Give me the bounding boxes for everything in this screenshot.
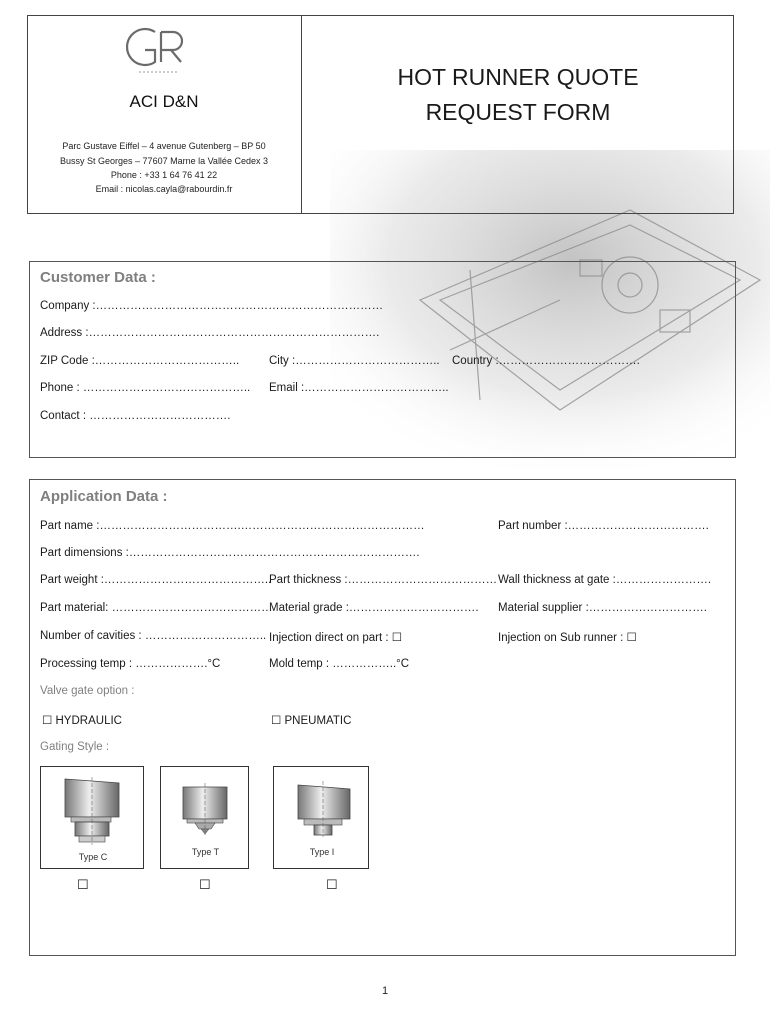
material-supplier-field[interactable]: Material supplier :…………………………. [498,602,707,614]
company-name: ACI D&N [129,92,199,111]
email-line: Email : nicolas.cayla@rabourdin.fr [95,184,233,194]
part-name-field[interactable]: Part name :……………………………….………………………………………… [40,520,425,532]
zip-code-field[interactable]: ZIP Code :……………………………….. [40,355,240,367]
phone-line: Phone : +33 1 64 76 41 22 [110,170,218,180]
valve-gate-label: Valve gate option : [40,685,135,697]
injection-direct-checkbox[interactable]: Injection direct on part : ☐ [269,632,403,644]
part-material-field[interactable]: Part material: …………………………………… [40,602,273,614]
type-t-illustration[interactable] [160,766,249,869]
cavities-field[interactable]: Number of cavities : ………………………….. [40,630,267,642]
type-c-checkbox[interactable]: ☐ [77,877,89,892]
city-field[interactable]: City :……………………………….. [269,355,440,367]
processing-temp-field[interactable]: Processing temp : ……………….°C [40,658,221,670]
customer-data-title: Customer Data : [40,269,156,286]
type-t-checkbox[interactable]: ☐ [199,877,211,892]
hydraulic-checkbox[interactable]: ☐ HYDRAULIC [42,715,122,727]
page-number: 1 [381,985,389,997]
country-field[interactable]: Country :………………………………. [452,355,640,367]
wall-thickness-field[interactable]: Wall thickness at gate :……………………. [498,574,712,586]
type-c-label: Type C [78,852,108,862]
type-t-label: Type T [191,847,220,857]
company-logo [117,26,197,78]
form-title-line-2: REQUEST FORM [425,99,611,125]
email-field[interactable]: Email :……………………………….. [269,382,449,394]
injection-sub-runner-checkbox[interactable]: Injection on Sub runner : ☐ [498,632,637,644]
type-c-illustration[interactable] [40,766,144,869]
phone-field[interactable]: Phone : …………………………………….. [40,382,251,394]
type-i-checkbox[interactable]: ☐ [326,877,338,892]
type-i-illustration[interactable] [273,766,369,869]
form-title-line-1: HOT RUNNER QUOTE [397,64,639,90]
address-line-1: Parc Gustave Eiffel – 4 avenue Gutenberg – BP 50 [62,141,266,151]
form-title [302,60,734,130]
contact-field[interactable]: Contact : ………………………………. [40,410,231,422]
application-data-title: Application Data : [40,488,168,505]
gating-style-label: Gating Style : [40,741,110,753]
part-weight-field[interactable]: Part weight :…………………………………….. [40,574,272,586]
part-dimensions-field[interactable]: Part dimensions :…………………………………………………………………. [40,547,420,559]
company-field[interactable]: Company :………………………………………………………………… [40,300,384,312]
mold-temp-field[interactable]: Mold temp : ……………..°C [269,658,410,670]
address-field[interactable]: Address :…………………………………………………………………. [40,327,380,339]
material-grade-field[interactable]: Material grade :……………………………. [269,602,479,614]
part-thickness-field[interactable]: Part thickness :………………………………… [269,574,498,586]
address-line-2: Bussy St Georges – 77607 Marne la Vallée Cedex 3 [60,156,268,166]
type-i-label: Type I [309,847,335,857]
part-number-field[interactable]: Part number :………………………………. [498,520,709,532]
pneumatic-checkbox[interactable]: ☐ PNEUMATIC [271,715,352,727]
